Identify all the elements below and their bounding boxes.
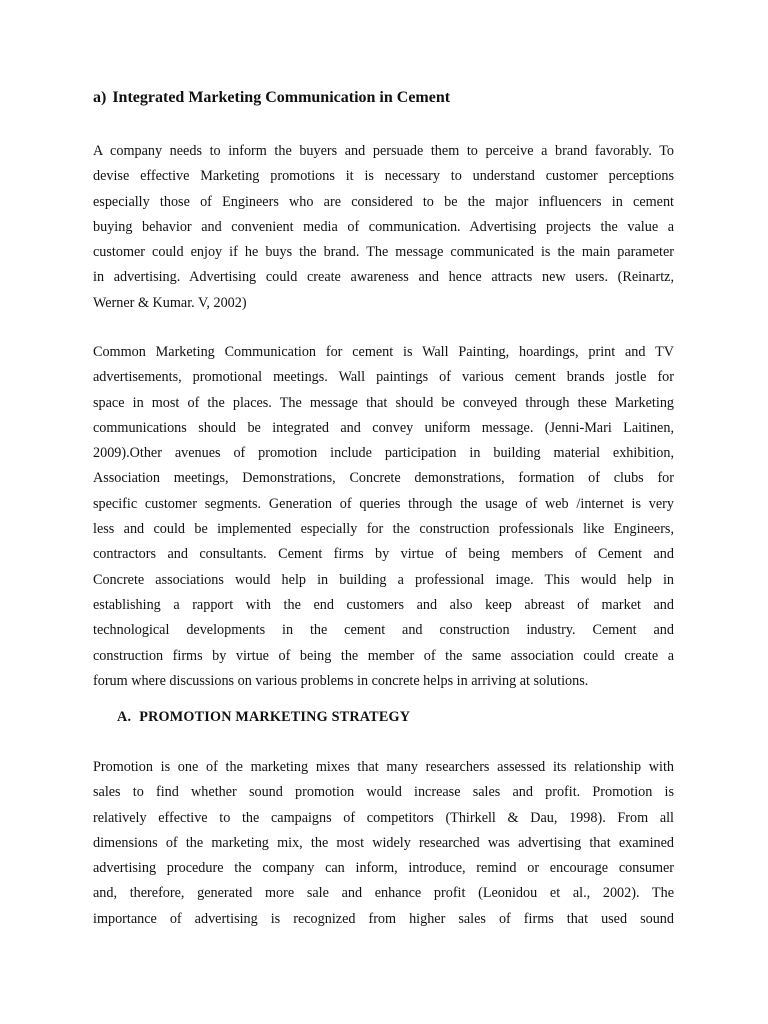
paragraph-line: space in most of the places. The message that should be conveyed through these Marketing [93, 394, 674, 411]
paragraph-line: Werner & Kumar. V, 2002) [93, 294, 247, 311]
paragraph-line: contractors and consultants. Cement firms by virtue of being members of Cement and [93, 546, 674, 563]
paragraph-line: technological developments in the cement and construction industry. Cement and [93, 622, 674, 639]
paragraph-line: buying behavior and convenient media of communication. Advertising projects the value a [93, 218, 674, 235]
paragraph-3 [93, 755, 674, 932]
paragraph-line: less and could be implemented especially for the construction professionals like Engineers, [93, 521, 674, 538]
subsection-heading [117, 707, 410, 727]
paragraph-line: establishing a rapport with the end customers and also keep abreast of market and [93, 596, 674, 613]
paragraph-line: advertisements, promotional meetings. Wall paintings of various cement brands jostle for [93, 369, 674, 386]
subsection-heading-marker: A. [117, 709, 132, 725]
paragraph-1 [93, 139, 674, 316]
paragraph-line: specific customer segments. Generation of queries through the usage of web /internet is very [93, 495, 674, 512]
paragraph-line: Promotion is one of the marketing mixes that many researchers assessed its relationship with [93, 759, 674, 775]
paragraph-2 [93, 340, 674, 694]
paragraph-line: forum where discussions on various problems in concrete helps in arriving at solutions. [93, 672, 589, 689]
paragraph-line: communications should be integrated and convey uniform message. (Jenni-Mari Laitinen, [93, 419, 674, 436]
section-heading-title: Integrated Marketing Communication in Cement [112, 89, 451, 106]
paragraph-line: in advertising. Advertising could create awareness and hence attracts new users. (Reinartz, [93, 269, 674, 286]
paragraph-line: A company needs to inform the buyers and persuade them to perceive a brand favorably. To [93, 143, 674, 159]
paragraph-line: and, therefore, generated more sale and enhance profit (Leonidou et al., 2002). The [93, 885, 674, 902]
section-heading [93, 88, 450, 108]
section-heading-marker: a) [93, 89, 107, 106]
paragraph-line: construction firms by virtue of being the member of the same association could create a [93, 647, 674, 664]
paragraph-line: devise effective Marketing promotions it is necessary to understand customer perceptions [93, 168, 674, 185]
paragraph-line: 2009).Other avenues of promotion include participation in building material exhibition, [93, 445, 674, 462]
paragraph-line: importance of advertising is recognized from higher sales of firms that used sound [93, 910, 674, 927]
paragraph-line: customer could enjoy if he buys the brand. The message communicated is the main parameter [93, 244, 674, 261]
paragraph-line: advertising procedure the company can inform, introduce, remind or encourage consumer [93, 860, 674, 877]
paragraph-line: especially those of Engineers who are considered to be the major influencers in cement [93, 193, 674, 210]
paragraph-line: Association meetings, Demonstrations, Concrete demonstrations, formation of clubs for [93, 470, 674, 487]
paragraph-line: Common Marketing Communication for cement is Wall Painting, hoardings, print and TV [93, 344, 674, 360]
subsection-heading-title: PROMOTION MARKETING STRATEGY [139, 709, 411, 725]
paragraph-line: relatively effective to the campaigns of competitors (Thirkell & Dau, 1998). From all [93, 809, 674, 826]
paragraph-line: sales to find whether sound promotion would increase sales and profit. Promotion is [93, 784, 674, 801]
paragraph-line: dimensions of the marketing mix, the most widely researched was advertising that examined [93, 834, 674, 851]
paragraph-line: Concrete associations would help in building a professional image. This would help in [93, 571, 674, 588]
